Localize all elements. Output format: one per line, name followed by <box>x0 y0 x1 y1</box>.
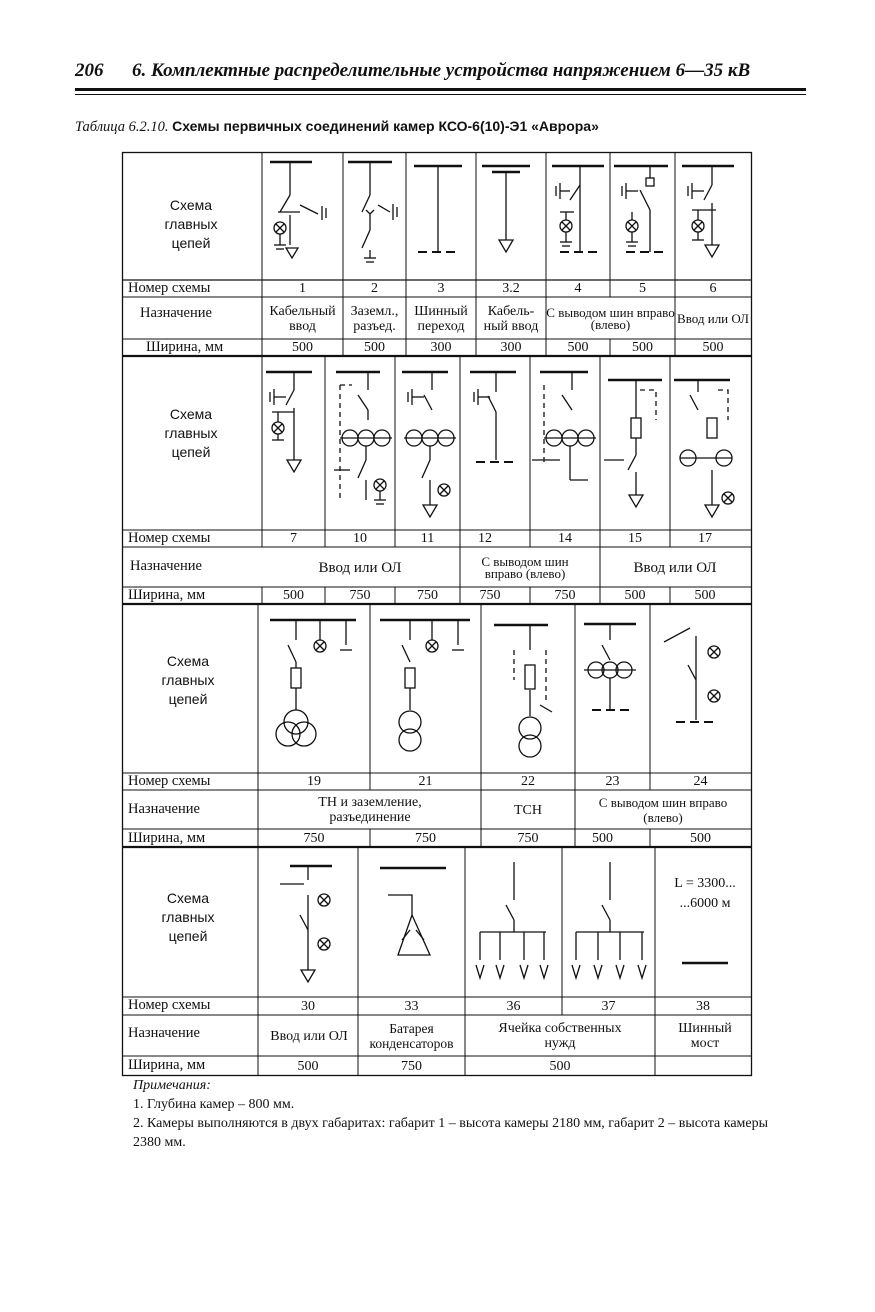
scheme-number: 11 <box>420 531 435 546</box>
scheme-row-label-3: Схема главных цепей <box>161 653 215 707</box>
scheme-number: 1 <box>299 281 306 296</box>
scheme-number: 23 <box>605 774 620 789</box>
scheme-number: 10 <box>353 531 367 546</box>
scheme-purpose: С выводом шин вправо (влево) <box>598 795 728 825</box>
scheme-number: 7 <box>290 531 297 546</box>
scheme-width: 750 <box>479 588 501 603</box>
scheme-number: 6 <box>709 281 717 296</box>
scheme-purpose: Кабельный ввод <box>269 303 336 334</box>
scheme-14-diagram <box>532 372 596 480</box>
note-item: 2. Камеры выполняются в двух габаритах: габарит 1 – высота камеры 2180 мм, габарит 2 – высота камеры 2380 мм. <box>133 1116 769 1150</box>
scheme-purpose: Шинный переход <box>414 303 468 334</box>
scheme-purpose: Ячейка собственных нужд <box>498 1021 622 1051</box>
purpose-label: Назначение <box>130 558 202 574</box>
scheme-number: 36 <box>506 999 521 1014</box>
scheme-width: 500 <box>292 340 313 355</box>
scheme-purpose: Кабель-ный ввод <box>483 303 539 334</box>
scheme-number: 3.2 <box>502 281 520 296</box>
scheme-width: 750 <box>517 830 539 846</box>
scheme-width: 300 <box>430 340 452 355</box>
purpose-label: Назначение <box>128 1025 200 1041</box>
scheme-number: 15 <box>628 531 642 546</box>
scheme-width: 300 <box>500 340 522 355</box>
table-label: Таблица 6.2.10. <box>75 119 169 135</box>
notes-title: Примечания: <box>133 1078 211 1093</box>
scheme-15-diagram <box>604 380 662 507</box>
scheme-purpose: Ввод или ОЛ <box>270 1028 348 1044</box>
scheme-21-diagram <box>380 620 470 751</box>
busbar-length: L = 3300... ...6000 м <box>674 876 736 911</box>
scheme-4-diagram <box>552 166 604 252</box>
scheme-width: 500 <box>549 1058 571 1074</box>
scheme-number: 5 <box>639 281 646 296</box>
width-label: Ширина, мм <box>128 830 206 846</box>
scheme-number: 3 <box>437 281 445 296</box>
scheme-24-diagram <box>664 628 720 722</box>
scheme-row-label-4: Схема главных цепей <box>161 890 215 944</box>
purpose-label: Назначение <box>128 801 200 817</box>
scheme-purpose: С выводом шин вправо (влево) <box>481 553 569 581</box>
scheme-purpose: Ввод или ОЛ <box>633 559 717 576</box>
scheme-width: 500 <box>364 340 385 355</box>
scheme-36-diagram <box>476 862 548 978</box>
page-number: 206 <box>75 60 104 81</box>
scheme-width: 750 <box>417 588 438 603</box>
scheme-22-diagram <box>494 625 552 757</box>
scheme-purpose: ТСН <box>514 802 542 818</box>
number-label: Номер схемы <box>128 773 211 789</box>
scheme-number: 4 <box>574 281 582 296</box>
width-label: Ширина, мм <box>128 587 206 603</box>
number-label: Номер схемы <box>128 530 211 546</box>
scheme-row-label-2: Схема главных цепей <box>164 406 218 460</box>
scheme-17-diagram <box>674 380 734 517</box>
scheme-30-diagram <box>280 866 332 982</box>
scheme-6-diagram <box>682 166 734 257</box>
scheme-width: 500 <box>592 830 613 846</box>
scheme-row-label-1: Схема главных цепей <box>164 197 218 251</box>
scheme-width: 750 <box>401 1058 422 1074</box>
scheme-number: 30 <box>301 999 315 1014</box>
width-label: Ширина, мм <box>128 1057 206 1073</box>
scheme-purpose: Батарея конденсаторов <box>369 1021 454 1051</box>
scheme-width: 500 <box>567 340 589 355</box>
note-item: 1. Глубина камер – 800 мм. <box>133 1097 295 1112</box>
scheme-width: 750 <box>303 830 325 846</box>
scheme-number: 14 <box>558 531 572 546</box>
scheme-33-diagram <box>380 868 446 955</box>
scheme-width: 500 <box>694 588 716 603</box>
scheme-1-diagram <box>270 162 326 258</box>
scheme-23-diagram <box>584 624 636 710</box>
scheme-width: 500 <box>283 588 304 603</box>
scheme-width: 750 <box>554 588 576 603</box>
scheme-3-diagram <box>414 166 462 252</box>
table-notes <box>133 1076 773 1152</box>
scheme-width: 500 <box>624 588 646 603</box>
number-label: Номер схемы <box>128 280 211 296</box>
scheme-width: 500 <box>632 340 653 355</box>
scheme-number: 17 <box>698 531 712 546</box>
scheme-purpose: Ввод или ОЛ <box>318 559 402 576</box>
scheme-number: 19 <box>307 774 321 789</box>
chapter-title: 6. Комплектные распределительные устройства напряжением 6—35 кВ <box>132 60 751 81</box>
scheme-3-2-diagram <box>482 166 530 252</box>
scheme-number: 12 <box>478 531 492 546</box>
scheme-purpose: Шинный мост <box>678 1021 732 1051</box>
scheme-number: 24 <box>693 774 708 789</box>
purpose-label: Назначение <box>140 305 212 321</box>
scheme-purpose: С выводом шин вправо (влево) <box>546 304 675 332</box>
scheme-12-diagram <box>470 372 516 462</box>
scheme-number: 33 <box>404 999 419 1014</box>
scheme-purpose: Заземл., разъед. <box>350 303 399 334</box>
scheme-number: 38 <box>696 999 710 1014</box>
scheme-10-diagram <box>334 372 392 504</box>
scheme-width: 500 <box>690 830 711 846</box>
scheme-19-diagram <box>270 620 356 746</box>
scheme-number: 22 <box>521 774 535 789</box>
number-label: Номер схемы <box>128 997 211 1013</box>
scheme-number: 21 <box>418 774 433 789</box>
scheme-width: 500 <box>297 1058 319 1074</box>
scheme-width: 500 <box>702 340 724 355</box>
width-label: Ширина, мм <box>146 339 224 355</box>
scheme-11-diagram <box>402 372 456 517</box>
scheme-7-diagram <box>266 372 312 472</box>
table-title: Схемы первичных соединений камер КСО-6(10)-Э1 «Аврора» <box>172 118 599 134</box>
scheme-number: 37 <box>601 999 616 1014</box>
scheme-purpose: Ввод или ОЛ <box>677 311 749 326</box>
scheme-purpose: ТН и заземление, разъединение <box>318 795 422 825</box>
scheme-width: 750 <box>349 588 371 603</box>
scheme-2-diagram <box>348 162 397 262</box>
scheme-width: 750 <box>415 830 436 846</box>
scheme-number: 2 <box>371 281 378 296</box>
scheme-5-diagram <box>614 166 668 252</box>
scheme-37-diagram <box>572 862 646 978</box>
